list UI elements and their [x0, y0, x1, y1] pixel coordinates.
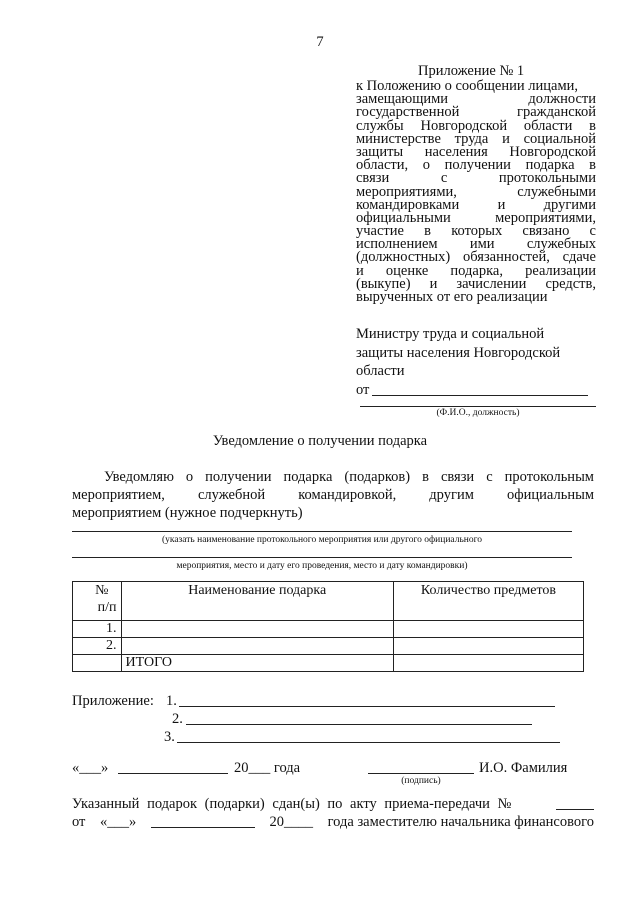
from-label: от	[356, 382, 370, 398]
attachment-number: 1.	[166, 693, 177, 709]
row-number: 1.	[73, 621, 122, 638]
footer-day[interactable]: «___»	[100, 814, 137, 830]
table-row	[73, 621, 584, 638]
appendix-text	[356, 80, 596, 304]
gift-name-cell[interactable]	[121, 621, 393, 638]
notice-paragraph-line: мероприятием, служебной командировкой, другим официальным	[72, 487, 594, 503]
appendix-line: защиты населения Новгородской	[356, 143, 596, 160]
appendix-title: Приложение № 1	[418, 63, 525, 79]
col-qty-header: Количество предметов	[393, 582, 583, 621]
footer-text: Указанный подарок (подарки) сдан(ы) по акту приема-передачи №	[72, 796, 512, 812]
gift-name-cell[interactable]	[121, 638, 393, 655]
appendix-line: государственной гражданской	[356, 104, 596, 121]
gift-qty-cell[interactable]	[393, 638, 583, 655]
table-header-row	[73, 582, 584, 621]
event-underline-2[interactable]	[72, 557, 572, 558]
addressee-line: защиты населения Новгородской	[356, 345, 561, 361]
footer-line-2	[72, 814, 594, 830]
attachments-label: Приложение:	[72, 693, 154, 709]
signature-line[interactable]	[368, 773, 474, 774]
date-month-line[interactable]	[118, 773, 228, 774]
table-row	[73, 638, 584, 655]
col-number-line2: п/п	[97, 600, 117, 615]
appendix-line: (выкупе) и зачислении средств,	[356, 275, 596, 292]
footer-from: от	[72, 814, 86, 830]
appendix-line: (должностных) обязанностей, сдаче	[356, 249, 596, 266]
appendix-line: и оценке подарка, реализации	[356, 262, 596, 279]
fio-hint: (Ф.И.О., должность)	[436, 408, 520, 418]
total-label: ИТОГО	[121, 655, 393, 672]
footer-month-field[interactable]	[151, 814, 255, 828]
notice-title: Уведомление о получении подарка	[212, 433, 428, 449]
appendix-line: министерстве труда и социальной	[356, 130, 596, 147]
row-number: 2.	[73, 638, 122, 655]
event-underline[interactable]	[72, 531, 572, 532]
addressee-line: Министру труда и социальной	[356, 326, 545, 342]
attachment-line[interactable]	[177, 742, 560, 743]
row-number	[73, 655, 122, 672]
appendix-line: вырученных от его реализации	[356, 289, 548, 305]
page-number: 7	[316, 34, 324, 50]
appendix-line: службы Новгородской области в	[356, 117, 596, 134]
notice-paragraph-line: Уведомляю о получении подарка (подарков) в связи с протокольным	[104, 469, 594, 485]
signer-name: И.О. Фамилия	[479, 760, 568, 776]
act-number-field[interactable]	[556, 796, 594, 810]
footer-rest: года заместителю начальника финансового	[327, 814, 594, 830]
attachment-number: 2.	[172, 711, 183, 727]
appendix-line: участие в которых связано с	[356, 223, 596, 240]
footer-year[interactable]: 20____	[269, 814, 313, 830]
gifts-table	[72, 581, 584, 672]
event-hint: (указать наименование протокольного мероприятия или другого официального	[161, 535, 483, 545]
event-hint-2: мероприятия, место и дату его проведения, место и дату командировки)	[176, 561, 468, 571]
attachment-line[interactable]	[186, 724, 532, 725]
attachment-line[interactable]	[179, 706, 555, 707]
date-year[interactable]: 20___ года	[234, 760, 301, 776]
fio-underline[interactable]	[360, 406, 596, 407]
appendix-line: официальными мероприятиями,	[356, 209, 596, 226]
footer-line	[72, 796, 594, 812]
appendix-line: мероприятиями, служебными	[356, 183, 596, 200]
appendix-line: замещающими должности	[356, 91, 596, 108]
appendix-line: командировками и другими	[356, 196, 596, 213]
col-number-line1: №	[95, 583, 109, 598]
addressee-line: области	[356, 363, 405, 379]
col-number-header	[73, 582, 122, 621]
appendix-line: исполнением ими служебных	[356, 236, 596, 253]
notice-paragraph-line: мероприятием (нужное подчеркнуть)	[72, 505, 303, 521]
from-underline[interactable]	[372, 395, 588, 396]
appendix-line: области, о получении подарка в	[356, 157, 596, 174]
signature-hint: (подпись)	[401, 776, 441, 786]
attachment-number: 3.	[164, 729, 175, 745]
gift-qty-cell[interactable]	[393, 621, 583, 638]
col-name-header: Наименование подарка	[121, 582, 393, 621]
appendix-line: связи с протокольными	[356, 170, 596, 187]
table-row	[73, 655, 584, 672]
date-day[interactable]: «___»	[72, 760, 109, 776]
total-qty-cell[interactable]	[393, 655, 583, 672]
appendix-line: к Положению о сообщении лицами,	[356, 78, 579, 94]
